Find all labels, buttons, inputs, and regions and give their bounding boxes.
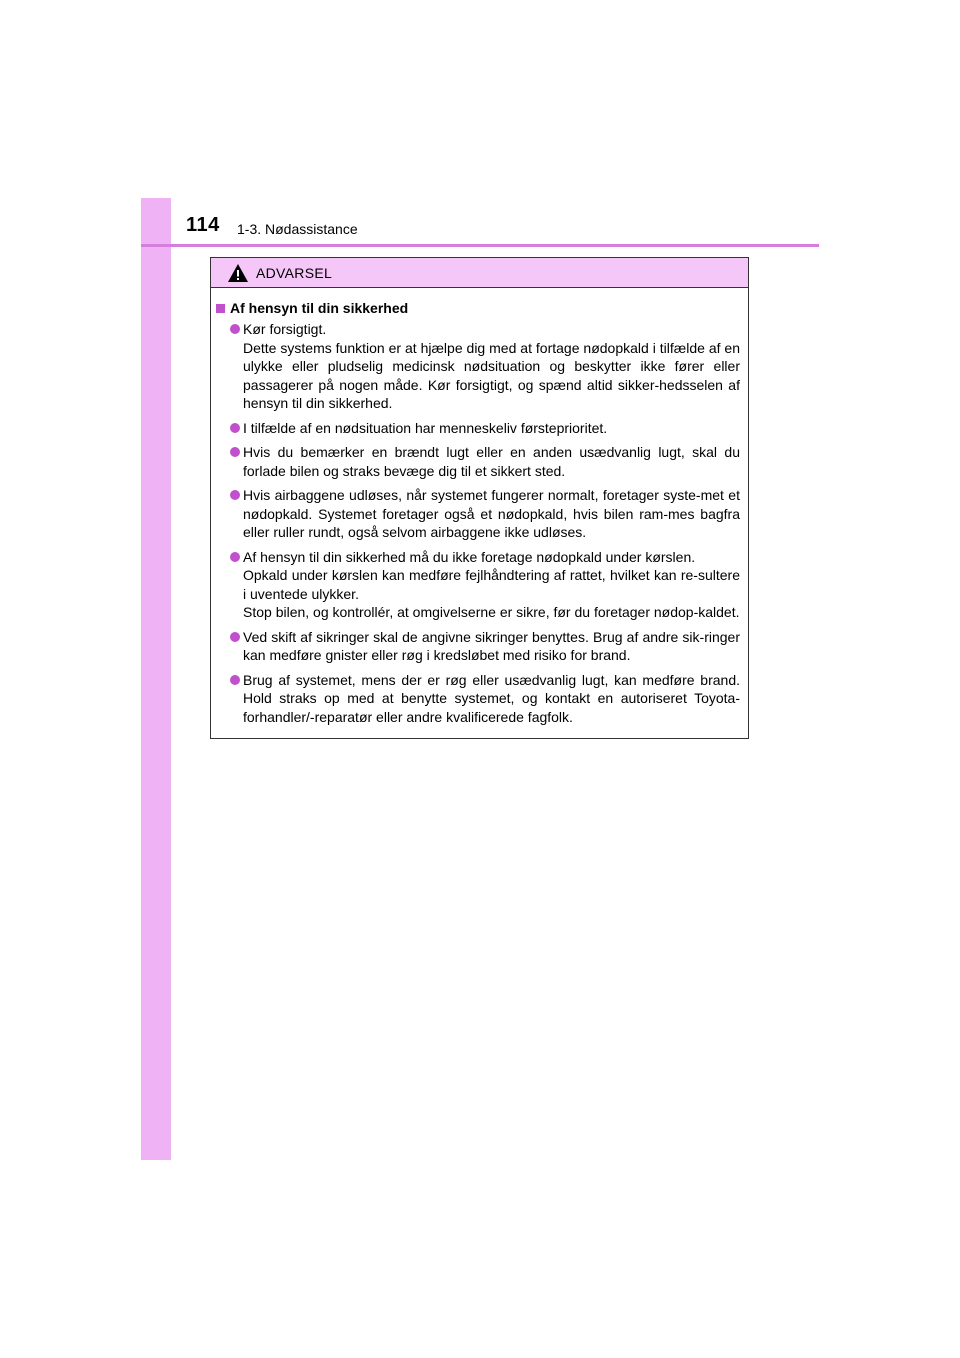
list-item-text: Opkald under kørslen kan medføre fejlhåndtering af rattet, hvilket kan re-sultere i uventede ulykker.	[243, 567, 740, 602]
round-bullet-icon	[230, 552, 240, 562]
square-bullet-icon	[216, 304, 225, 313]
warning-label: ADVARSEL	[256, 264, 333, 281]
list-item-text: I tilfælde af en nødsituation har menneskeliv førsteprioritet.	[243, 419, 608, 436]
list-item-text: Brug af systemet, mens der er røg eller usædvanlig lugt, kan medføre brand. Hold straks op med at benytte systemet, og kontakt en autoriseret Toyota-forhandler/-reparatør eller andre kvalificerede fagfolk.	[243, 671, 740, 725]
warning-subheading-text: Af hensyn til din sikkerhed	[230, 300, 409, 316]
warning-list	[216, 320, 740, 726]
warning-subheading	[216, 300, 740, 316]
round-bullet-icon	[230, 324, 240, 334]
list-item-text: Hvis airbaggene udløses, når systemet fungerer normalt, foretager syste-met et nødopkald. Systemet foretager også et nødopkald, hvis bilen ram-mes bagfra eller ruller rundt, også selvom airbaggene ikke udløses.	[243, 487, 740, 540]
warning-header	[211, 258, 748, 288]
round-bullet-icon	[230, 447, 240, 457]
list-item-text: Ved skift af sikringer skal de angivne sikringer benyttes. Brug af andre sik-ringer kan medføre gnister eller røg i kredsløbet med risiko for brand.	[243, 628, 740, 663]
warning-box	[210, 257, 749, 739]
round-bullet-icon	[230, 675, 240, 685]
warning-body	[211, 288, 748, 726]
list-item	[216, 628, 740, 665]
list-item	[216, 320, 740, 413]
list-item	[216, 419, 740, 438]
round-bullet-icon	[230, 632, 240, 642]
list-item-text: Dette systems funktion er at hjælpe dig med at fortage nødopkald i tilfælde af en ulykke eller pludselig medicinsk nødsituation og beskytter ikke fører eller passagerer på nogen måde. Kør forsigtigt, og spænd altid sikker-hedsselen af hensyn til din sikkerhed.	[243, 339, 740, 411]
header-rule	[141, 244, 819, 247]
section-title: 1-3. Nødassistance	[237, 221, 358, 237]
warning-triangle-icon	[227, 263, 249, 283]
list-item-text: Kør forsigtigt.	[243, 321, 327, 337]
list-item-text: Hvis du bemærker en brændt lugt eller en anden usædvanlig lugt, skal du forlade bilen og straks bevæge dig til et sikkert sted.	[243, 444, 740, 479]
list-item	[216, 671, 740, 727]
list-item-text: Stop bilen, og kontrollér, at omgivelserne er sikre, før du foretager nødop-kaldet.	[243, 604, 740, 620]
round-bullet-icon	[230, 490, 240, 500]
list-item	[216, 486, 740, 542]
side-tab	[141, 198, 171, 1160]
round-bullet-icon	[230, 423, 240, 433]
list-item	[216, 548, 740, 622]
list-item-text: Af hensyn til din sikkerhed må du ikke foretage nødopkald under kørslen.	[243, 548, 696, 565]
page-number: 114	[186, 214, 220, 236]
list-item	[216, 443, 740, 480]
